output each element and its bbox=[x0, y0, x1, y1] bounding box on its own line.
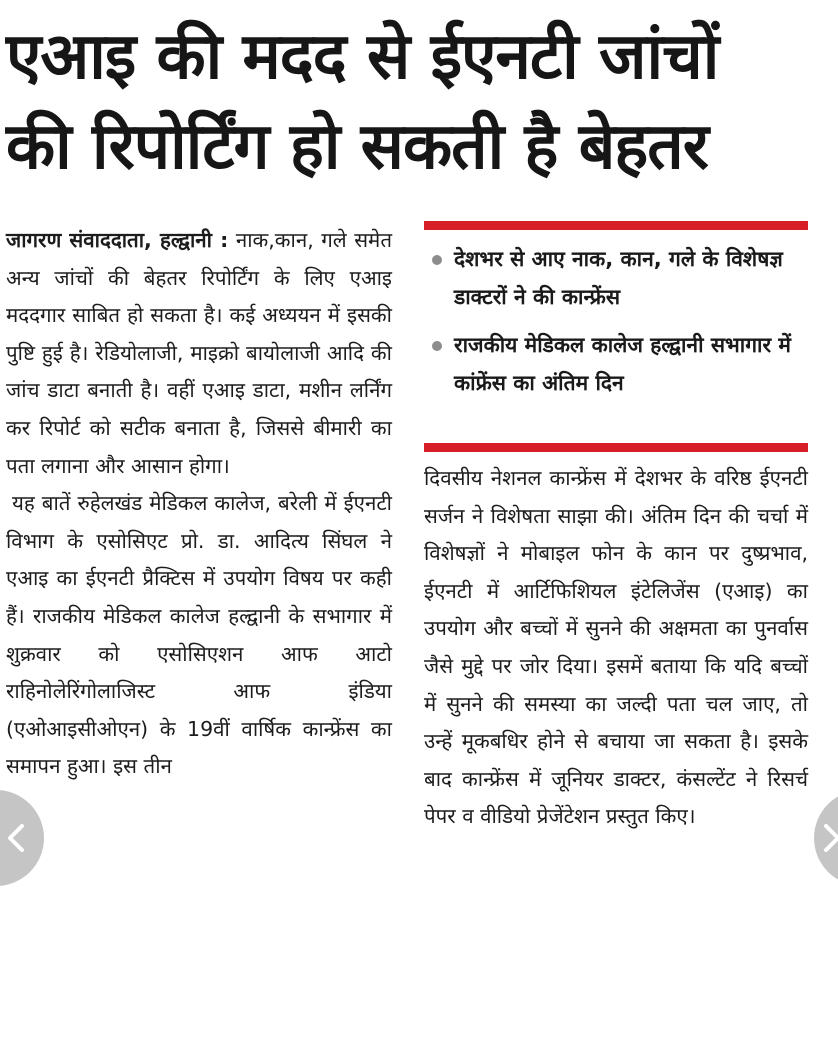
highlight-rule-top bbox=[424, 221, 808, 230]
highlight-rule-bottom bbox=[424, 443, 808, 452]
headline-line-1: एआइ की मदद से ईएनटी जांचों bbox=[6, 20, 719, 94]
article-paragraph bbox=[6, 222, 392, 485]
article-paragraph: दिवसीय नेशनल कान्फ्रेंस में देशभर के वरिष्ठ ईएनटी सर्जन ने विशेषता साझा की। अंतिम दिन की चर्चा में विशेषज्ञों ने मोबाइल फोन के कान पर दुष्प्रभाव, ईएनटी में आर्टिफिशियल इंटेलिजेंस (एआइ) का उपयोग और बच्चों में सुनने की अक्षमता का पुनर्वास जैसे मुद्दे पर जोर दिया। इसमें बताया कि यदि बच्चों में सुनने की समस्या का जल्दी पता चल जाए, तो उन्हें मूकबधिर होने से बचाया जा सकता है। इसके बाद कान्फ्रेंस में जूनियर डाक्टर, कंसल्टेंट ने रिसर्च पेपर व वीडियो प्रेजेंटेशन प्रस्तुत किए। bbox=[424, 466, 808, 829]
byline: जागरण संवाददाता, हल्द्वानी : bbox=[6, 228, 229, 252]
bullet-icon bbox=[432, 341, 442, 351]
article-paragraph: यह बातें रुहेलखंड मेडिकल कालेज, बरेली में ईएनटी विभाग के एसोसिएट प्रो. डा. आदित्य सिंघल ने एआइ का ईएनटी प्रैक्टिस में उपयोग विषय पर कही हैं। राजकीय मेडिकल कालेज हल्द्वानी के सभागार में शुक्रवार को एसोसिएशन आफ आटो राहिनोलेरिंगोलाजिस्ट आफ इंडिया (एओआइसीओएन) के 19वीं वार्षिक कान्फ्रेंस का समापन हुआ। इस तीन bbox=[6, 491, 392, 779]
highlight-item bbox=[424, 240, 814, 316]
chevron-left-icon bbox=[6, 823, 26, 853]
next-page-button[interactable] bbox=[814, 790, 838, 886]
article-right-column bbox=[424, 460, 808, 836]
article-paragraph-text: नाक,कान, गले समेत अन्य जांचों की बेहतर रिपोर्टिंग के लिए एआइ मददगार साबित हो सकता है। कई अध्ययन में इसकी पुष्टि हुई है। रेडियोलाजी, माइक्रो बायोलाजी आदि की जांच डाटा बनाती है। वहीं एआइ डाटा, मशीन लर्निंग कर रिपोर्ट को सटीक बनाता है, जिससे बीमारी का पता लगाना और आसान होगा। bbox=[6, 228, 392, 478]
headline bbox=[6, 12, 832, 192]
highlight-text: देशभर से आए नाक, कान, गले के विशेषज्ञ डाक्टरों ने की कान्फ्रेंस bbox=[454, 247, 783, 309]
highlights-box bbox=[424, 240, 814, 412]
highlight-item bbox=[424, 326, 814, 402]
highlight-text: राजकीय मेडिकल कालेज हल्द्वानी सभागार में कांफ्रेंस का अंतिम दिन bbox=[454, 333, 791, 395]
chevron-right-icon bbox=[822, 823, 838, 853]
previous-page-button[interactable] bbox=[0, 790, 44, 886]
bullet-icon bbox=[432, 255, 442, 265]
headline-line-2: की रिपोर्टिंग हो सकती है बेहतर bbox=[6, 110, 708, 184]
article-left-column bbox=[6, 222, 392, 786]
